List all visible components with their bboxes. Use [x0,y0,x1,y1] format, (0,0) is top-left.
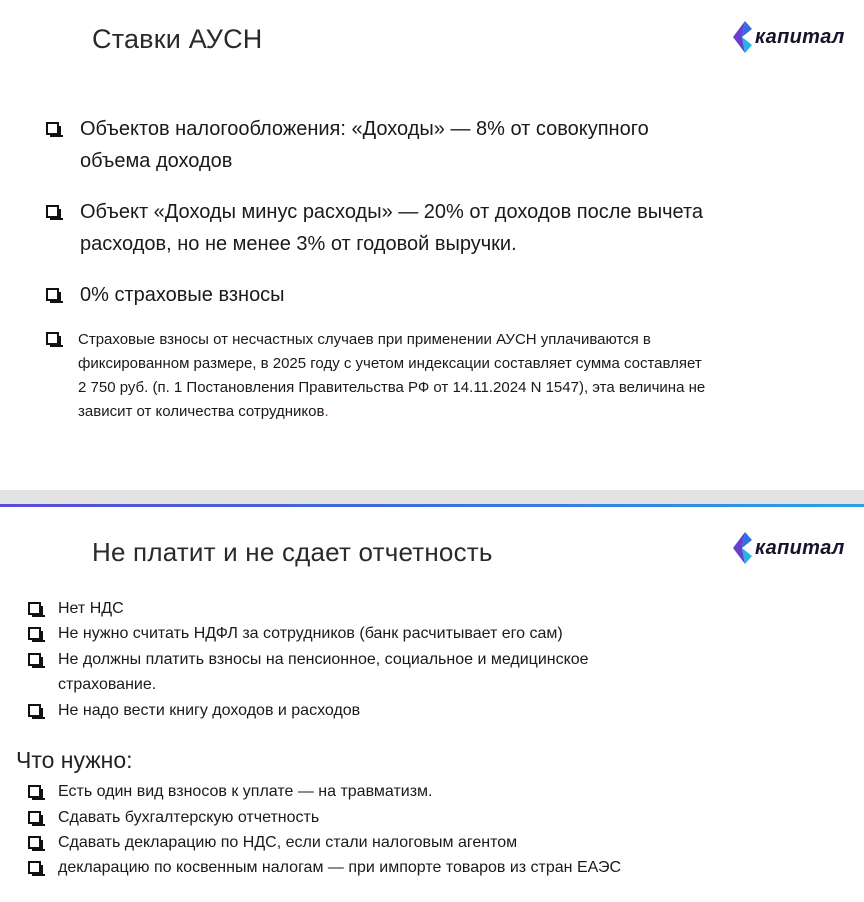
need-line: Сдавать декларацию по НДС, если стали налоговым агентом [58,834,518,851]
bullet-line: Нет НДС [58,600,124,617]
checkbox-bullet-icon [28,861,41,874]
kapital-logo [730,531,845,565]
checkbox-bullet-icon [46,332,59,345]
bullet-line: 0% страховые взносы [80,284,285,306]
checkbox-bullet-icon [46,205,59,218]
checkbox-bullet-icon [28,836,41,849]
note-line: Страховые взносы от несчастных случаев при применении АУСН уплачиваются в [78,331,651,348]
bullet-line: расходов, но не менее 3% от годовой выручки. [80,233,517,255]
checkbox-bullet-icon [46,122,59,135]
kapital-logo [730,20,845,54]
checkbox-bullet-icon [28,704,41,717]
bullet-line: Не нужно считать НДФЛ за сотрудников (банк расчитывает его сам) [58,625,563,642]
checkbox-bullet-icon [28,785,41,798]
note-line: зависит от количества сотрудников [78,403,325,420]
need-line: декларацию по косвенным налогам — при импорте товаров из стран ЕАЭС [58,859,621,876]
kapital-mark-icon [730,531,752,565]
need-line: Сдавать бухгалтерскую отчетность [58,809,320,826]
slide-title: Ставки АУСН [92,24,263,54]
note-line: 2 750 руб. (п. 1 Постановления Правительства РФ от 14.11.2024 N 1547), эта величина не [78,379,706,396]
checkbox-bullet-icon [28,653,41,666]
note-line: фиксированном размере, в 2025 году с учетом индексации составляет сумма составляет [78,355,702,372]
bullet-line: страхование. [58,676,157,693]
bullet-line: Не должны платить взносы на пенсионное, социальное и медицинское [58,651,589,668]
need-line: Есть один вид взносов к уплате — на травматизм. [58,783,433,800]
logo-text: капитал [755,536,845,559]
bullet-line: Объектов налогообложения: «Доходы» — 8% от совокупного [80,118,649,140]
checkbox-bullet-icon [28,627,41,640]
note-end-mark: . [324,403,329,420]
bullet-line: Объект «Доходы минус расходы» — 20% от доходов после вычета [80,201,704,223]
checkbox-bullet-icon [28,811,41,824]
kapital-mark-icon [730,20,752,54]
bullet-line: Не надо вести книгу доходов и расходов [58,702,361,719]
checkbox-bullet-icon [28,602,41,615]
needs-heading: Что нужно: [16,747,133,773]
logo-text: капитал [755,25,845,48]
slide-separator [0,490,864,504]
bullet-line: объема доходов [80,150,233,172]
slide-no-pay [0,507,864,902]
checkbox-bullet-icon [46,288,59,301]
slide-title: Не платит и не сдает отчетность [92,537,493,567]
